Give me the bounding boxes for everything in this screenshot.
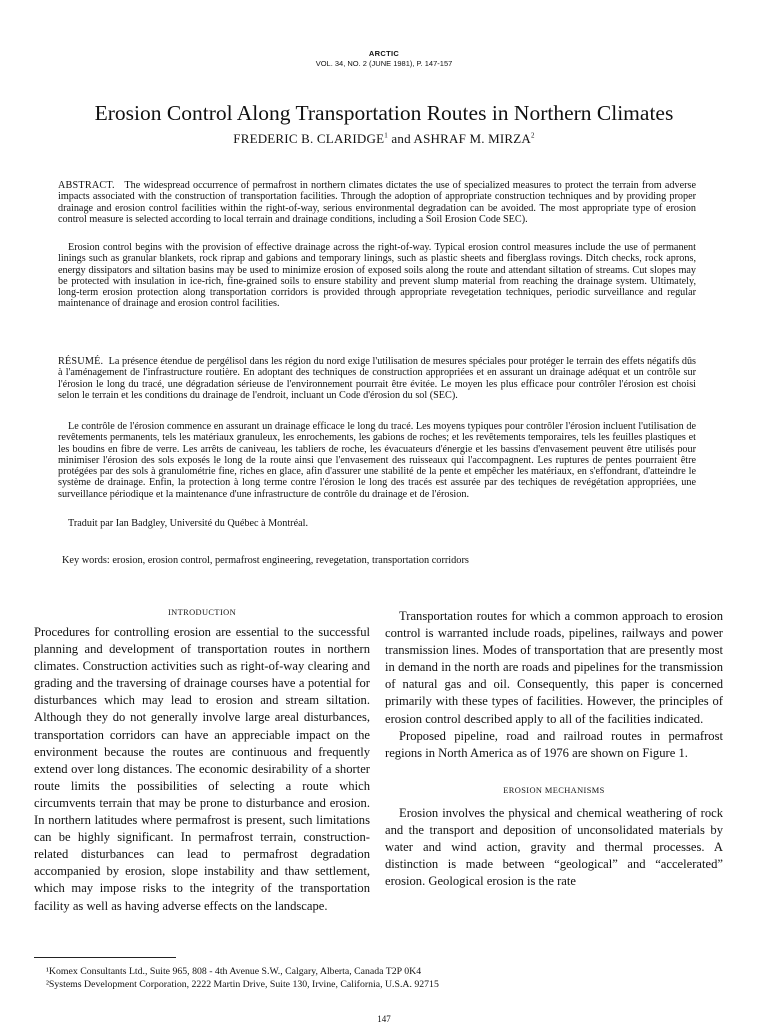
abstract-text: The widespread occurrence of permafrost in northern climates dictates the use of specialized measures to protect the terrain from adverse impacts associated with the construction of transportation facilities. Through the adoption of appropriate construction techniques and by providing proper drainage and erosion control facilities within the right-of-way, serious environmental degradation can be avoided. The most appropriate type of erosion control measure is selected according to local terrain and drainage conditions, including a Soil Erosion Code SEC). bbox=[58, 180, 696, 225]
translator-credit: Traduit par Ian Badgley, Université du Québec à Montréal. bbox=[68, 518, 308, 529]
author-conjunction: and bbox=[387, 131, 414, 146]
section-heading: EROSION MECHANISMS bbox=[503, 785, 605, 795]
journal-name: ARCTIC bbox=[368, 49, 400, 58]
volume-line: VOL. 34, NO. 2 (JUNE 1981), P. 147-157 bbox=[315, 59, 453, 68]
resume-text: La présence étendue de pergélisol dans les région du nord exige l'utilisation de mesures spéciales pour protéger le terrain des effets négatifs dûs à l'aménagement de l'infrastructure routière. En adoptant des techniques de construction appropriées et en assurant un drainage adéquat et un contrôle sur l'érosion le long du tracé, une dégradation sérieuse de l'environnement pourrait être évitée. Le moyen les plus efficace pour contrôler l'érosion est choisi selon le terrain et les conditions du drainage de l'endroit, incluant un Code d'érosion du sol (SEC). bbox=[58, 356, 697, 401]
abstract-label: ABSTRACT. bbox=[58, 180, 115, 191]
paper-title: Erosion Control Along Transportation Routes in Northern Climates bbox=[94, 101, 674, 125]
author-name: FREDERIC B. CLARIDGE bbox=[233, 131, 385, 146]
section-spacer bbox=[385, 762, 723, 786]
footnote-marker: 2 bbox=[531, 131, 535, 140]
abstract-paragraph: Erosion control begins with the provision of effective drainage across the right-of-way. Typical erosion control measures include the use of permanent linings such as granular blankets, rock riprap and gabions and temporary linings, such as plastic sheets and fiberglass rovings. Ditch checks, rock aprons, energy dissipators and siltation basins may be used to minimize erosion of exposed soils along the route and attendant siltation of streams. Cut slopes may be protected with insulation in ice-rich, fine-grained soils to ensure stability and prevent slump material from reaching the drainage system. Ultimately, long-term erosion protection along transportation corridors is provided through appropriate revegetation techniques, periodic surveillance and regular maintenance of drainage and erosion control facilities. bbox=[58, 242, 696, 310]
section-heading: INTRODUCTION bbox=[167, 608, 237, 617]
body-paragraph: Transportation routes for which a common approach to erosion control is warranted include roads, pipelines, railways and power transmission lines. Modes of transportation that are presently most in demand in the north are roads and pipelines for the transmission of natural gas and oil. Consequently, this paper is concerned primarily with these types of facilities. However, the principles of erosion control described apply to all of the facilities indicated. bbox=[385, 609, 723, 726]
keywords: Key words: erosion, erosion control, permafrost engineering, revegetation, transportation corridors bbox=[62, 555, 469, 566]
left-column bbox=[34, 608, 370, 915]
footnote-marker: 1 bbox=[384, 131, 388, 140]
body-paragraph: Erosion involves the physical and chemical weathering of rock and the transport and deposition of unconsolidated materials by water and wind action, gravity and thermal processes. A distinction is made between “geological” and “accelerated” erosion. Geological erosion is the rate bbox=[385, 805, 723, 889]
author-line bbox=[0, 131, 768, 147]
right-column bbox=[385, 608, 723, 890]
author-name: ASHRAF M. MIRZA bbox=[413, 131, 532, 146]
footnote-rule bbox=[34, 957, 176, 958]
resume-label: RÉSUMÉ. bbox=[58, 356, 104, 367]
footnote: ¹Komex Consultants Ltd., Suite 965, 808 - 4th Avenue S.W., Calgary, Alberta, Canada T2P 0K4 bbox=[46, 966, 422, 977]
resume-paragraph: Le contrôle de l'érosion commence en assurant un drainage efficace le long du tracé. Les moyens typiques pour contrôler l'érosion incluent l'utilisation de revêtements permanents, tels les matériaux granuleux, les enrochements, les gabions de roches; et les revêtements temporaires, tels les feuilles plastiques et les boudins en fibre de verre. Les arrêts de caniveau, les tabliers de roche, les évacuateurs d'énergie et les bassins d'envasement peuvent être utilisés pour minimiser l'érosion des sols exposés le long de la route ainsi que l'envasement des ruisseaux qui l'accompagnent. Les ruptures de pentes pourraient être protégées par des sols à granulométrie fine, riches en glace, afin d'assurer une stabilité de la pente et empêcher les matériaux, en s'effondrant, d'atteindre le système de drainage. Enfin, la protection à long terme contre l'érosion le long des tracés est assurée par des techiques de revégétation appropriées, une surveillance périodique et la maintenance d'une infrastructure de contrôle du drainage et de l'érosion. bbox=[58, 421, 696, 500]
page-number: 147 bbox=[377, 1014, 391, 1024]
resume-paragraph bbox=[58, 356, 696, 401]
body-paragraph: Procedures for controlling erosion are essential to the successful planning and development of transportation routes in northern climates. Construction activities such as right-of-way clearing and grading and the traversing of drainage courses have a potential for disturbances which may lead to erosion and stream siltation. Although they do not generally involve large areal disturbances, transportation corridors can have an appreciable impact on the environment because the routes are continuous and frequently extend over long distances. The economic desirability of a shorter route limits the possibilities of selecting a route which circumvents terrain that may be prone to disturbance and erosion. In northern latitudes where permafrost is present, such limitations can be highly significant. In permafrost terrain, construction-related disturbances can lead to permafrost degradation accompanied by erosion, slope instability and thaw settlement, which may impose risks to the integrity of the transportation facility as well as having adverse effects on the landscape. bbox=[34, 625, 370, 913]
abstract-paragraph bbox=[58, 180, 696, 225]
footnote: ²Systems Development Corporation, 2222 Martin Drive, Suite 130, Irvine, California, U.S.A. 92715 bbox=[46, 979, 439, 990]
body-paragraph: Proposed pipeline, road and railroad routes in permafrost regions in North America as of 1976 are shown on Figure 1. bbox=[385, 728, 723, 760]
